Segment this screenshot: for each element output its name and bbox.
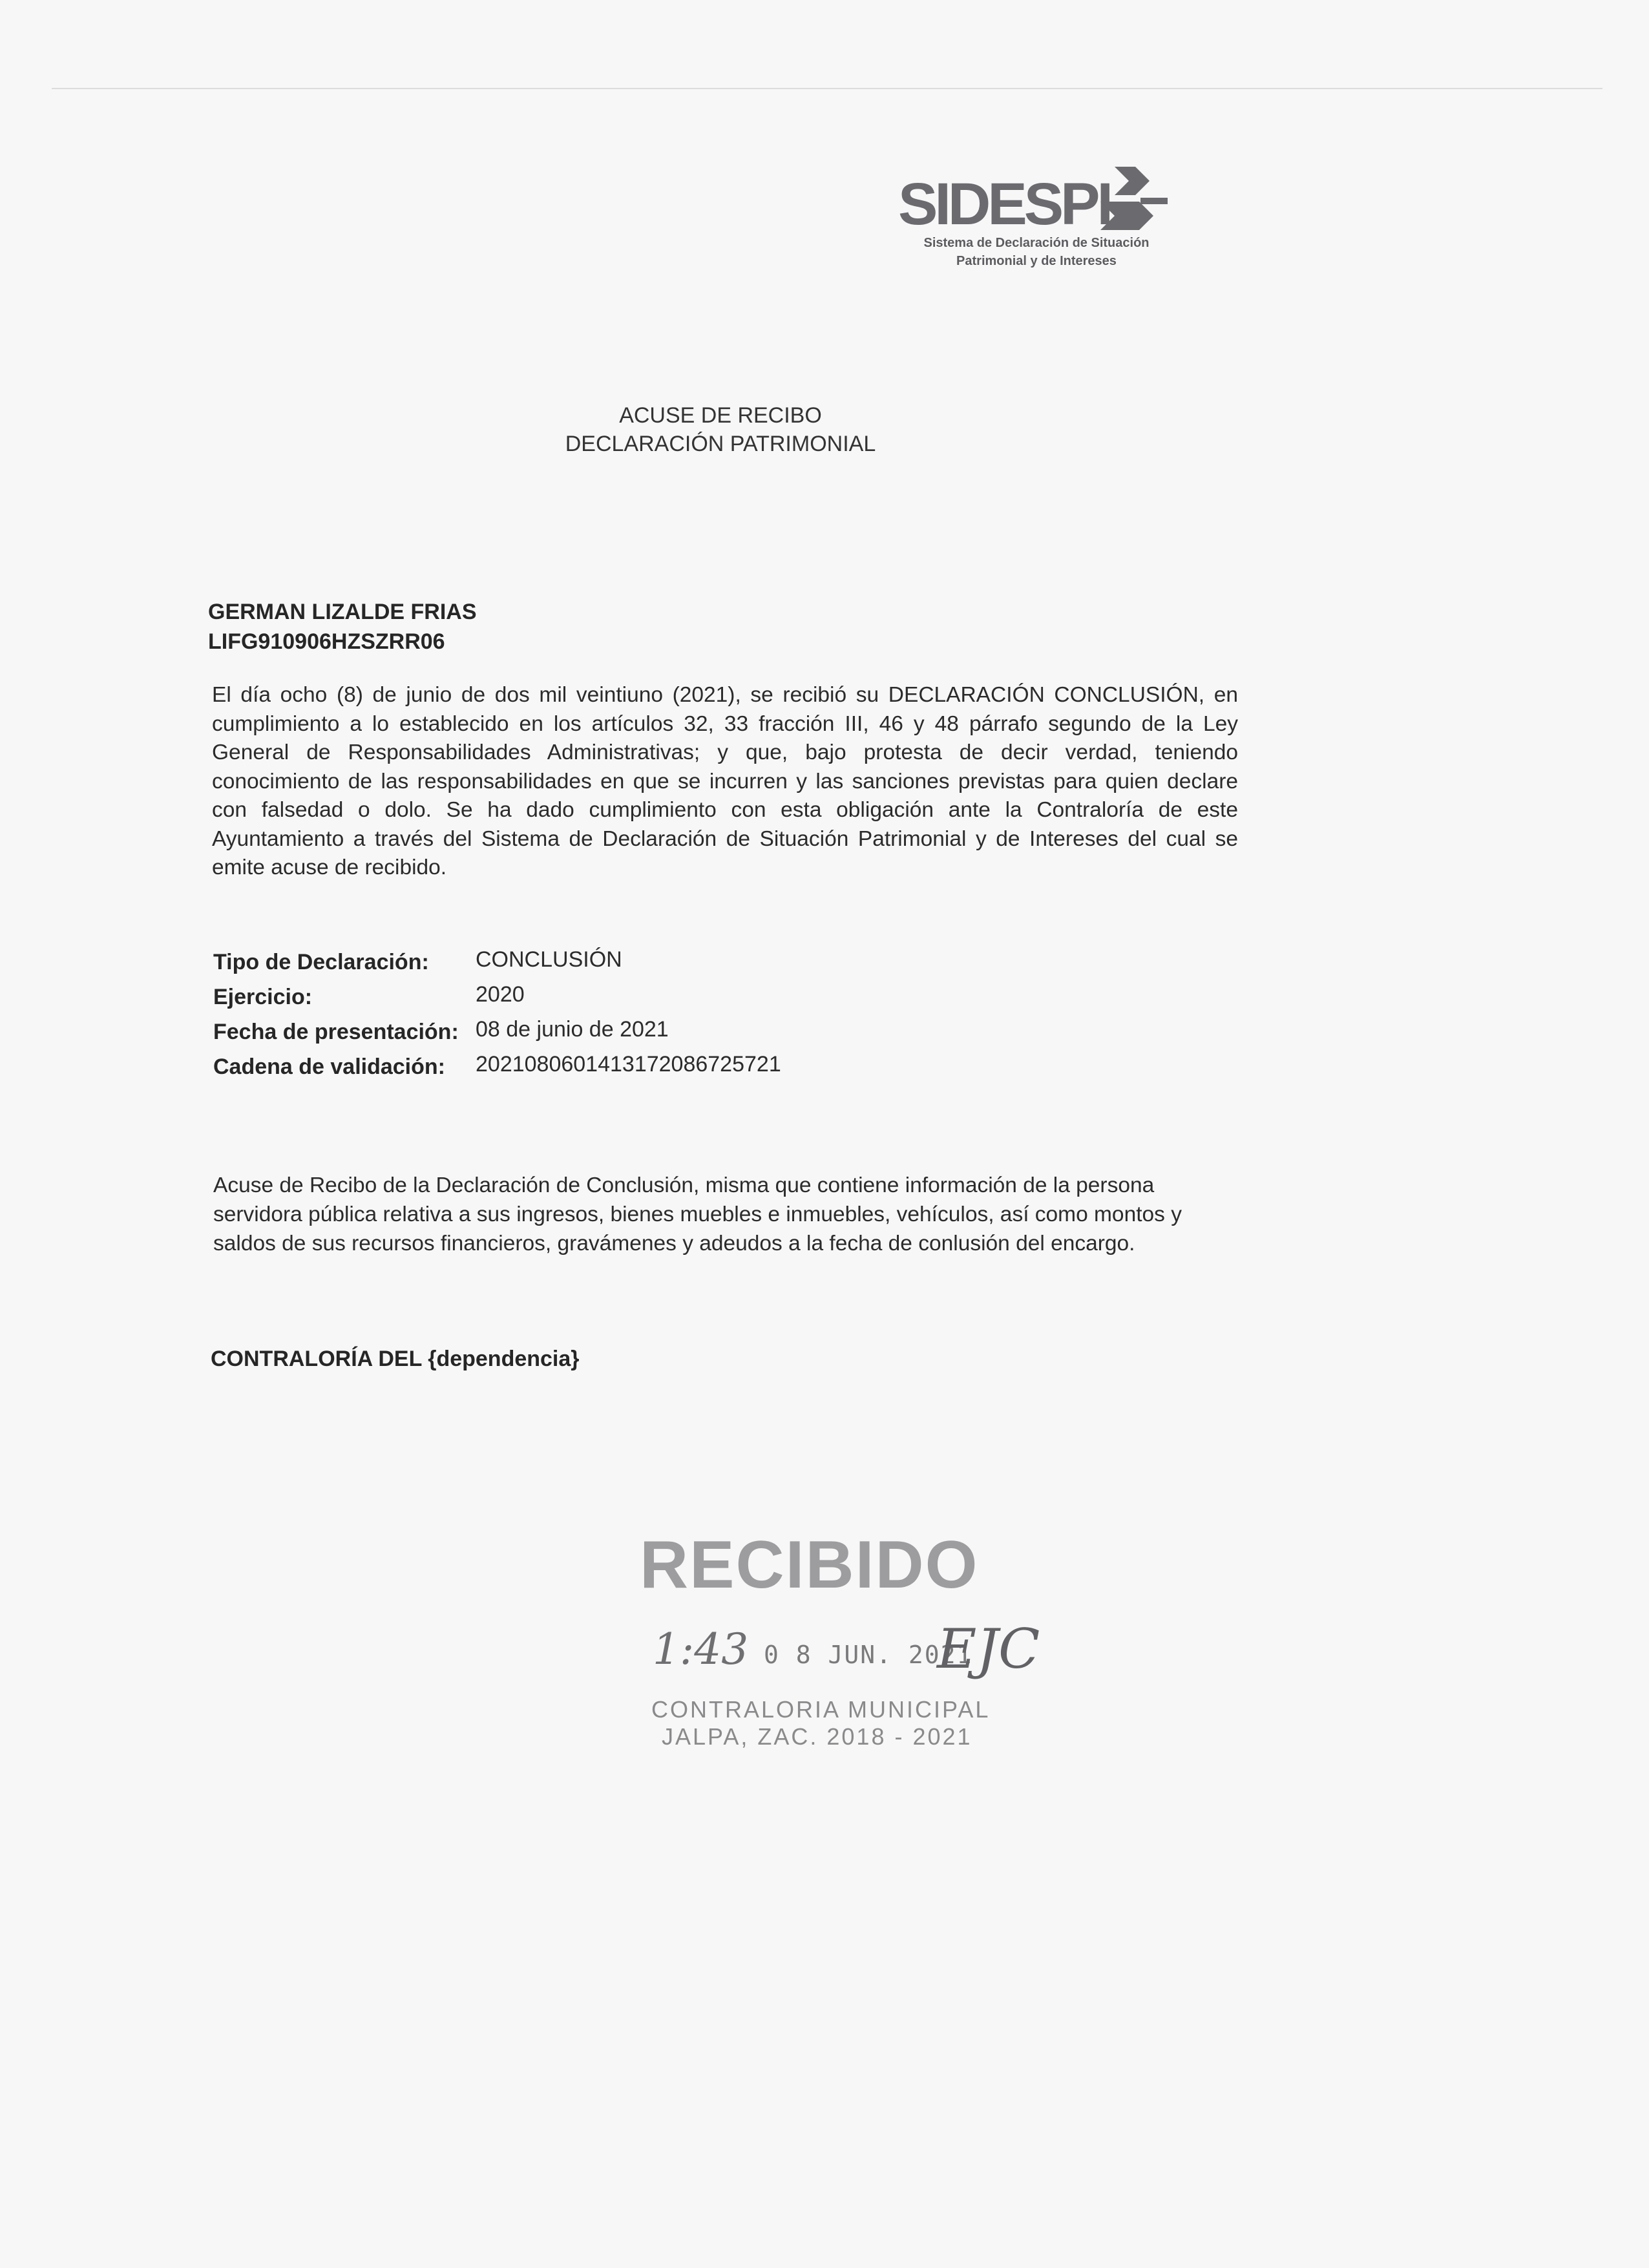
- detail-value: 2020: [476, 982, 525, 1007]
- recipient-name: GERMAN LIZALDE FRIAS: [208, 600, 477, 624]
- detail-label: Fecha de presentación:: [213, 1020, 459, 1044]
- stamp-title: RECIBIDO: [640, 1528, 979, 1602]
- logo-subtitle-line2: Patrimonial y de Intereses: [956, 254, 1117, 268]
- document-title: ACUSE DE RECIBO: [619, 403, 822, 428]
- logo-subtitle-line1: Sistema de Declaración de Situación: [923, 236, 1150, 250]
- stamp-date: 0 8 JUN. 2021: [764, 1641, 973, 1669]
- double-arrow-icon: [1095, 164, 1173, 236]
- logo-wordmark: SIDESPI: [898, 171, 1111, 237]
- detail-label: Tipo de Declaración:: [213, 950, 429, 974]
- document-subtitle: DECLARACIÓN PATRIMONIAL: [565, 432, 876, 456]
- detail-value: CONCLUSIÓN: [476, 947, 622, 972]
- issuer-signature: CONTRALORÍA DEL {dependencia}: [211, 1347, 580, 1371]
- recipient-rfc: LIFG910906HZSZRR06: [208, 629, 445, 654]
- top-rule: [52, 88, 1602, 89]
- stamp-city: JALPA, ZAC. 2018 - 2021: [662, 1723, 972, 1750]
- sidespi-logo: [898, 160, 1176, 277]
- detail-value: 08 de junio de 2021: [476, 1017, 669, 1042]
- stamp-handwritten-initials: EJC: [937, 1617, 1040, 1681]
- received-stamp: [633, 1528, 1047, 1751]
- summary-paragraph: Acuse de Recibo de la Declaración de Conclusión, misma que contiene información de la persona servidora pública relativa a sus ingresos, bienes muebles e inmuebles, vehículos, así como montos y saldos de sus recursos financieros, gravámenes y adeudos a la fecha de conlusión del encargo.: [213, 1173, 1182, 1255]
- detail-label: Ejercicio:: [213, 985, 313, 1009]
- detail-value: 20210806014131720867257​21: [476, 1052, 781, 1076]
- stamp-department: CONTRALORIA MUNICIPAL: [651, 1696, 991, 1723]
- stamp-handwritten-time: 1:43: [653, 1624, 749, 1674]
- detail-label: Cadena de validación:: [213, 1055, 445, 1079]
- receipt-paragraph: El día ocho (8) de junio de dos mil veintiuno (2021), se recibió su DECLARACIÓN CONCLUSIÓN, en cumplimiento a lo establecido en los artículos 32, 33 fracción III, 46 y 48 párrafo segundo de la Ley General de Responsabilidades Administrativas; y que, bajo protesta de decir verdad, teniendo conocimiento de las responsabilidades en que se incurren y las sanciones previstas para quien declare con falsedad o dolo. Se ha dado cumplimiento con esta obligación ante la Contraloría de este Ayuntamiento a través del Sistema de Declaración de Situación Patrimonial y de Intereses del cual se emite acuse de recibido.: [212, 683, 1238, 879]
